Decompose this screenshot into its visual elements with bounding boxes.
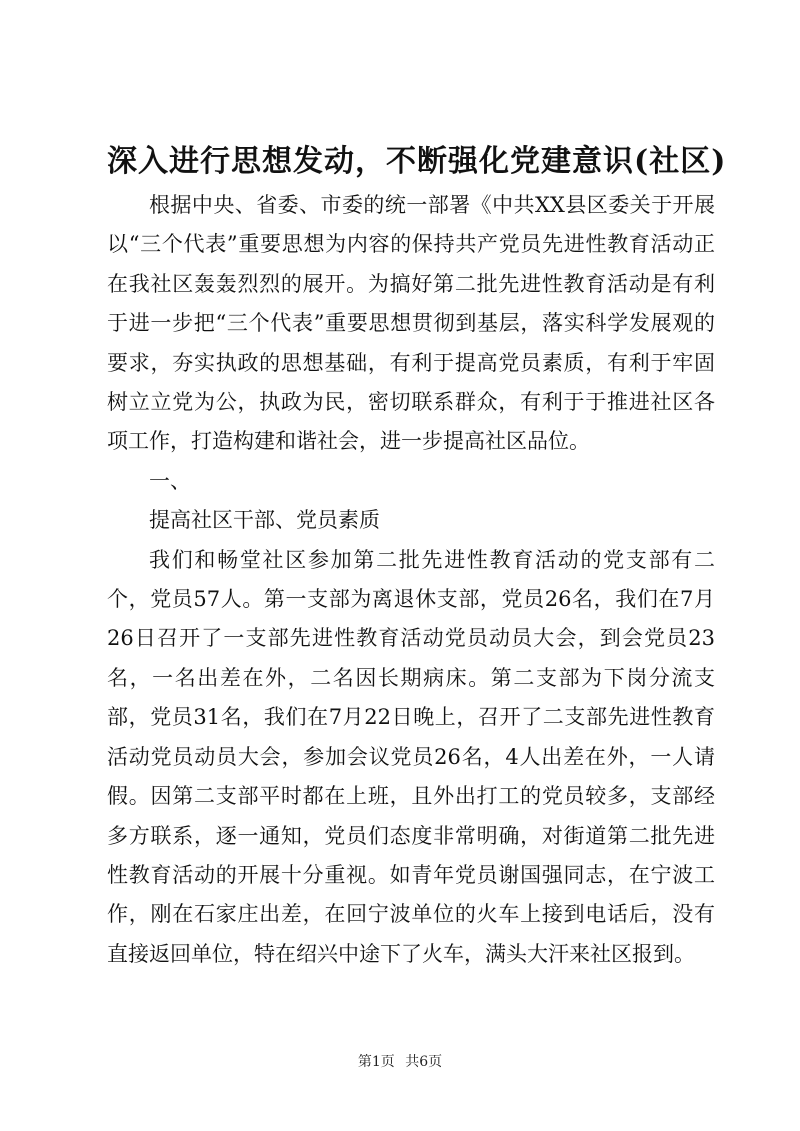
section-heading: 提高社区干部、党员素质 [149,508,380,533]
document-body [107,186,715,974]
page-total: 共6页 [405,1054,443,1070]
page-number: 第1页 [357,1054,395,1070]
page-footer [0,1052,800,1072]
intro-paragraph: 根据中央、省委、市委的统一部署《中共XX县区委关于开展以“三个代表”重要思想为内容的保持共产党员先进性教育活动正在我社区轰轰烈烈的展开。为搞好第二批先进性教育活动是有利于进一步把“三个代表”重要思想贯彻到基层，落实科学发展观的要求，夯实执政的思想基础，有利于提高党员素质，有利于牢固树立立党为公，执政为民，密切联系群众，有利于于推进社区各项工作，打造构建和谐社会，进一步提高社区品位。 [107,193,715,454]
document-title: 深入进行思想发动，不断强化党建意识(社区) [107,144,727,179]
section-number: 一、 [149,468,191,493]
section-paragraph: 我们和畅堂社区参加第二批先进性教育活动的党支部有二个，党员57人。第一支部为离退休支部，党员26名，我们在7月26日召开了一支部先进性教育活动党员动员大会，到会党员23名，一名出差在外，二名因长期病床。第二支部为下岗分流支部，党员31名，我们在7月22日晚上，召开了二支部先进性教育活动党员动员大会，参加会议党员26名，4人出差在外，一人请假。因第二支部平时都在上班，且外出打工的党员较多，支部经多方联系，逐一通知，党员们态度非常明确，对街道第二批先进性教育活动的开展十分重视。如青年党员谢国强同志，在宁波工作，刚在石家庄出差，在回宁波单位的火车上接到电话后，没有直接返回单位，特在绍兴中途下了火车，满头大汗来社区报到。 [107,547,715,966]
